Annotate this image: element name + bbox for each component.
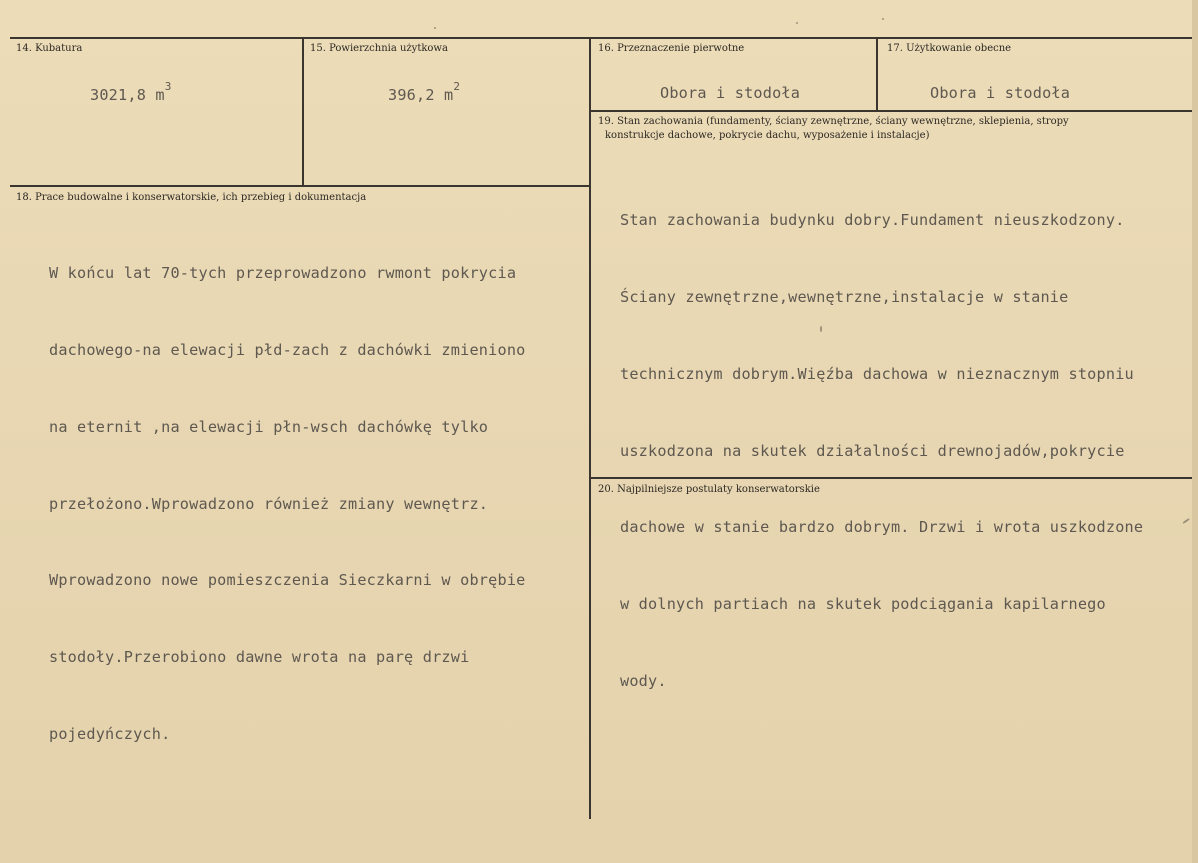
uzytkowanie-value: Obora i stodoła [930,84,1071,102]
powierzchnia-value [388,80,461,104]
rule-under-16-17 [590,110,1192,112]
powierzchnia-exponent: 2 [453,80,461,93]
stan-text [620,157,1143,746]
kubatura-value [90,80,172,104]
prace-line: na eternit ,na elewacji płn-wsch dachówkę tylko [49,417,489,436]
stan-line: technicznym dobrym.Więźba dachowa w nieznacznym stopniu [620,364,1134,383]
stan-label-line1: 19. Stan zachowania (fundamenty, ściany zewnętrzne, ściany wewnętrzne, sklepienia, stropy [598,116,1069,127]
przeznaczenie-value: Obora i stodoła [660,84,801,102]
prace-line: stodoły.Przerobiono dawne wrota na parę drzwi [49,648,470,667]
prace-label: 18. Prace budowalne i konserwatorskie, ich przebieg i dokumentacja [16,192,367,203]
top-rule [10,37,1192,39]
stan-line: w dolnych partiach na skutek podciągania kapilarnego [620,595,1106,614]
stan-line: Stan zachowania budynku dobry.Fundament nieuszkodzony. [620,211,1125,230]
divider-14-15 [302,39,304,185]
przeznaczenie-label: 16. Przeznaczenie pierwotne [598,43,745,54]
center-divider [589,39,591,819]
paper-speck [820,326,822,332]
card-edge [1192,0,1198,863]
postulaty-label: 20. Najpilniejsze postulaty konserwatorskie [598,484,820,495]
kubatura-label: 14. Kubatura [16,43,83,54]
stan-line: Ściany zewnętrzne,wewnętrzne,instalacje w stanie [620,287,1069,306]
rule-under-14-15 [10,185,590,187]
stan-line: uszkodzona na skutek działalności drewnojadów,pokrycie [620,441,1125,460]
powierzchnia-label: 15. Powierzchnia użytkowa [310,43,448,54]
uzytkowanie-label: 17. Użytkowanie obecne [887,43,1012,54]
prace-line: W końcu lat 70-tych przeprowadzono rwmont pokrycia [49,264,517,283]
kubatura-exponent: 3 [164,80,172,93]
stan-label-line2: konstrukcje dachowe, pokrycie dachu, wyposażenie i instalacje) [605,130,930,141]
prace-text [49,210,526,799]
kubatura-number: 3021,8 m [90,86,165,104]
divider-16-17 [876,39,878,111]
stan-line: wody. [620,671,667,690]
paper-speck [434,27,436,29]
prace-line: Wprowadzono nowe pomieszczenia Sieczkarni w obrębie [49,571,526,590]
powierzchnia-number: 396,2 m [388,86,454,104]
paper-speck [796,22,798,24]
prace-line: pojedyńczych. [49,724,171,743]
paper-speck [882,18,884,20]
prace-line: przełożono.Wprowadzono również zmiany wewnętrz. [49,494,489,513]
prace-line: dachowego-na elewacji płd-zach z dachówki zmieniono [49,340,526,359]
stan-line: dachowe w stanie bardzo dobrym. Drzwi i wrota uszkodzone [620,518,1144,537]
paper-speck [1182,518,1189,524]
